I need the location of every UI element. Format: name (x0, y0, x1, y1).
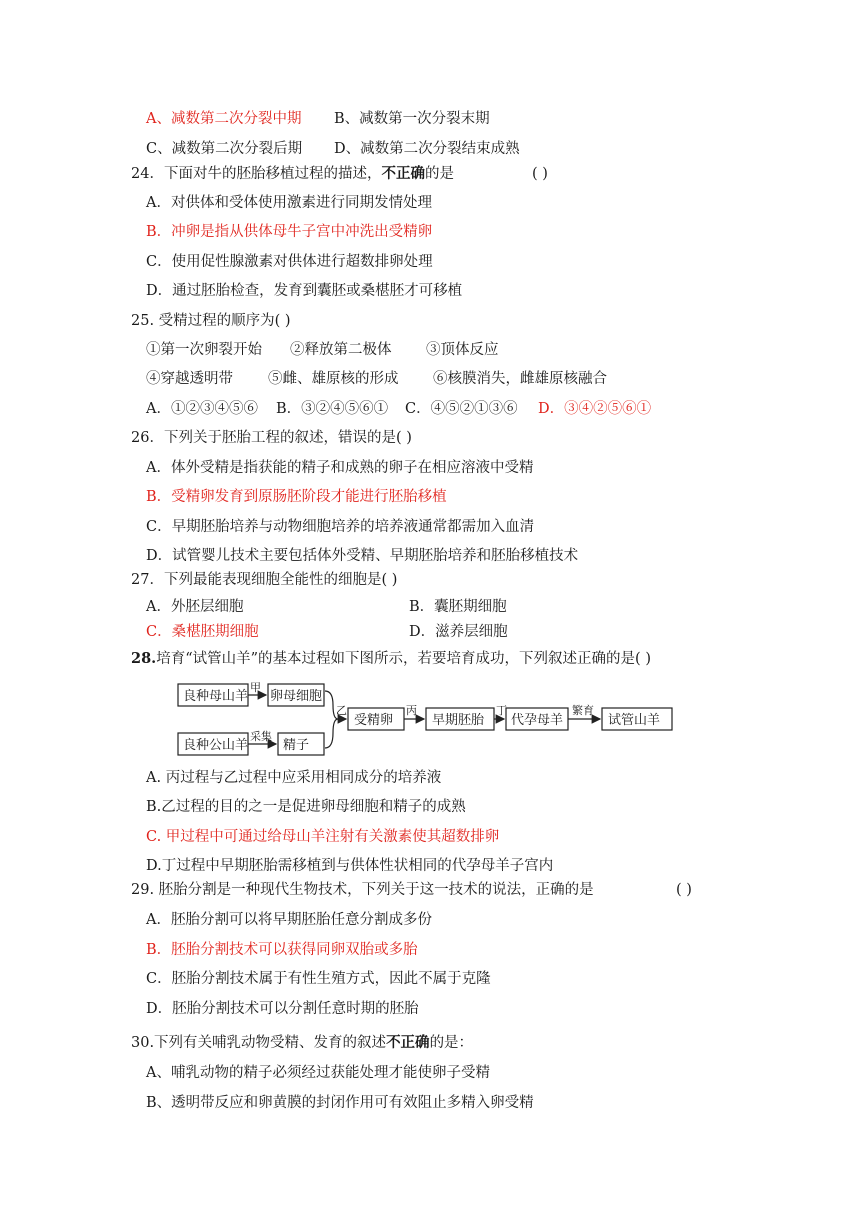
label-step-caiji: 采集 (250, 730, 272, 743)
q24-answer-paren: ( ) (532, 166, 548, 182)
q29-option-c: C．胚胎分割技术属于有性生殖方式，因此不属于克隆 (146, 971, 491, 987)
q30-stem (131, 1033, 473, 1053)
q30-stem-bold: 不正确 (386, 1034, 430, 1051)
q30-option-b: B、透明带反应和卵黄膜的封闭作用可有效阻止多精入卵受精 (146, 1095, 534, 1111)
q24-option-a: A．对供体和受体使用激素进行同期发情处理 (146, 195, 432, 211)
q28-stem (131, 649, 651, 669)
q28-stem-text: 培育“试管山羊”的基本过程如下图所示，若要培育成功，下列叙述正确的是( ) (156, 651, 651, 667)
label-step-bing: 丙 (406, 704, 417, 717)
q24-stem-bold: 不正确 (381, 165, 425, 182)
q25-item-6: ⑥核膜消失，雌雄原核融合 (433, 371, 607, 387)
label-step-ding: 丁 (496, 704, 507, 717)
q25-stem: 25. 受精过程的顺序为( ) (131, 313, 291, 329)
q24-option-c: C．使用促性腺激素对供体进行超数排卵处理 (146, 254, 433, 270)
q25-item-4: ④穿越透明带 (146, 371, 233, 387)
q28-option-a: A. 丙过程与乙过程中应采用相同成分的培养液 (146, 770, 442, 786)
q27-stem: 27．下列最能表现细胞全能性的细胞是( ) (131, 572, 398, 588)
label-step-yi: 乙 (336, 704, 347, 717)
q27-option-c: C．桑椹胚期细胞 (146, 624, 259, 640)
q26-option-a: A．体外受精是指获能的精子和成熟的卵子在相应溶液中受精 (146, 460, 534, 476)
q25-item-5: ⑤雌、雄原核的形成 (268, 371, 399, 387)
q23-option-c: C、减数第二次分裂后期 (146, 141, 303, 157)
q27-option-a: A．外胚层细胞 (146, 599, 244, 615)
q29-option-a: A．胚胎分割可以将早期胚胎任意分割成多份 (146, 912, 432, 928)
q24-stem-pre: 24．下面对牛的胚胎移植过程的描述， (131, 166, 382, 182)
label-step-jia: 甲 (250, 681, 261, 694)
q29-answer-paren: ( ) (676, 882, 692, 898)
label-sperm: 精子 (283, 738, 310, 753)
q26-option-c: C．早期胚胎培养与动物细胞培养的培养液通常都需加入血清 (146, 519, 535, 535)
label-test-tube-goat: 试管山羊 (608, 713, 661, 728)
label-surrogate-ewe: 代孕母羊 (511, 713, 564, 728)
q23-option-a: A、减数第二次分裂中期 (146, 111, 302, 127)
q23-option-b: B、减数第一次分裂末期 (334, 111, 490, 127)
q25-option-c: C．④⑤②①③⑥ (405, 401, 518, 417)
q28-option-d: D.丁过程中早期胚胎需移植到与供体性状相同的代孕母羊子宫内 (146, 858, 554, 874)
q25-item-3: ③顶体反应 (426, 342, 499, 358)
q24-option-b: B．冲卵是指从供体母牛子宫中冲洗出受精卵 (146, 224, 433, 240)
q25-item-1: ①第一次卵裂开始 (146, 342, 262, 358)
q30-stem-post: 的是： (429, 1035, 474, 1051)
label-oocyte: 卵母细胞 (270, 689, 323, 704)
label-step-fanyu: 繁育 (572, 704, 594, 717)
q28-option-b: B.乙过程的目的之一是促进卵母细胞和精子的成熟 (146, 799, 466, 815)
q30-stem-pre: 30.下列有关哺乳动物受精、发育的叙述 (131, 1035, 387, 1051)
q30-option-a: A、哺乳动物的精子必须经过获能处理才能使卵子受精 (146, 1065, 490, 1081)
q29-option-b: B．胚胎分割技术可以获得同卵双胎或多胎 (146, 942, 418, 958)
label-early-embryo: 早期胚胎 (432, 713, 485, 728)
q24-stem (131, 164, 454, 184)
test-tube-goat-flow-diagram (170, 678, 680, 760)
q27-option-b: B．囊胚期细胞 (409, 599, 507, 615)
q24-stem-post: 的是 (424, 166, 454, 182)
q25-option-a: A．①②③④⑤⑥ (146, 401, 258, 417)
q28-option-c: C. 甲过程中可通过给母山羊注射有关激素使其超数排卵 (146, 829, 500, 845)
q25-item-2: ②释放第二极体 (290, 342, 392, 358)
q26-option-b: B．受精卵发育到原肠胚阶段才能进行胚胎移植 (146, 489, 447, 505)
q29-option-d: D．胚胎分割技术可以分割任意时期的胚胎 (146, 1001, 419, 1017)
q25-option-b: B．③②④⑤⑥① (276, 401, 389, 417)
label-good-breed-ram: 良种公山羊 (183, 738, 249, 753)
q23-option-d: D、减数第二次分裂结束成熟 (334, 141, 520, 157)
q24-option-d: D．通过胚胎检查，发育到囊胚或桑椹胚才可移植 (146, 283, 463, 299)
q28-number: 28. (131, 650, 157, 667)
q25-option-d: D．③④②⑤⑥① (538, 401, 652, 417)
label-good-breed-ewe: 良种母山羊 (183, 689, 249, 704)
merge-brace (325, 691, 338, 748)
q29-stem: 29. 胚胎分割是一种现代生物技术，下列关于这一技术的说法，正确的是 (131, 882, 594, 898)
q27-option-d: D．滋养层细胞 (409, 624, 508, 640)
q26-option-d: D．试管婴儿技术主要包括体外受精、早期胚胎培养和胚胎移植技术 (146, 548, 579, 564)
q26-stem: 26．下列关于胚胎工程的叙述，错误的是( ) (131, 430, 412, 446)
label-zygote: 受精卵 (354, 713, 394, 728)
